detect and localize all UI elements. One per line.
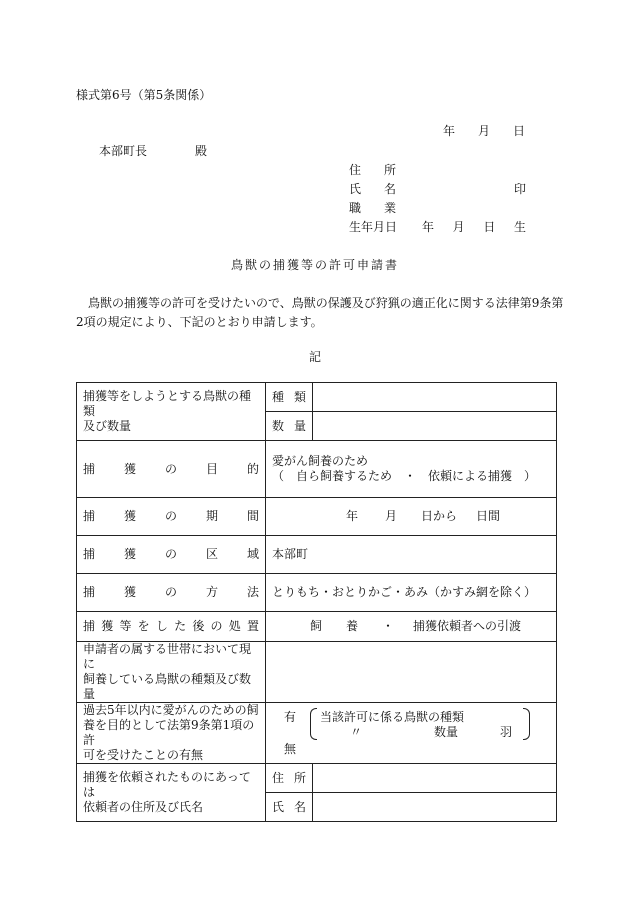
applicant-address-label: 住 所 [349, 163, 396, 177]
body-text-line2: 2項の規定により、下記のとおり申請します。 [76, 315, 323, 329]
applicant-name-label: 氏 名 [349, 182, 396, 196]
purpose-label: 捕 獲 の 目 的 [77, 441, 266, 498]
purpose-value[interactable]: 愛がん飼養のため （ 自ら飼養するため ・ 依頼による捕獲 ） [266, 441, 557, 498]
body-text-line1: 鳥獣の捕獲等の許可を受けたいので、鳥獣の保護及び狩猟の適正化に関する法律第9条第 [88, 296, 564, 310]
period-value[interactable]: 年 月 日から 日間 [266, 498, 557, 536]
requester-address-input[interactable] [313, 764, 557, 793]
species-input[interactable] [313, 383, 557, 412]
applicant-birth-label: 生年月日 [349, 220, 398, 234]
qty-input[interactable] [313, 412, 557, 441]
form-number: 様式第6号（第5条関係） [76, 88, 212, 102]
area-value[interactable]: 本部町 [266, 536, 557, 574]
past-detail-ditto: 〃 [350, 725, 363, 739]
method-value[interactable]: とりもち・おとりかご・あみ（かすみ網を除く） [266, 574, 557, 612]
past-detail-bracket [310, 704, 530, 744]
bracket-left [310, 708, 317, 740]
requester-name-input[interactable] [313, 793, 557, 822]
addressee-name: 本部町長 [99, 144, 148, 158]
household-value[interactable] [266, 642, 557, 703]
past-detail-species: 当該許可に係る鳥獣の種類 [320, 710, 465, 724]
area-label: 捕 獲 の 区 域 [77, 536, 266, 574]
past-permit-value[interactable] [266, 703, 557, 764]
disposal-value[interactable]: 飼 養 ・ 捕獲依頼者への引渡 [266, 612, 557, 642]
past-detail-qty: 数量 [434, 725, 459, 739]
requester-address-sub: 住 所 [266, 764, 313, 793]
requester-name-sub: 氏 名 [266, 793, 313, 822]
seal-mark: 印 [514, 182, 527, 196]
document-title: 鳥獣の捕獲等の許可申請書 [230, 258, 399, 272]
disposal-label: 捕 獲 等 を し た 後 の 処 置 [77, 612, 266, 642]
requester-label: 捕獲を依頼されたものにあっては 依頼者の住所及び氏名 [77, 764, 266, 822]
applicant-occupation-label: 職 業 [349, 201, 396, 215]
period-label: 捕 獲 の 期 間 [77, 498, 266, 536]
addressee-honorific: 殿 [195, 144, 208, 158]
method-label: 捕 獲 の 方 法 [77, 574, 266, 612]
past-no[interactable]: 無 [284, 742, 297, 756]
ki-heading: 記 [308, 350, 321, 364]
applicant-birth-fields: 年 月 日 生 [422, 220, 526, 234]
bracket-right [523, 708, 530, 740]
application-table [76, 382, 557, 822]
submission-date: 年 月 日 [443, 124, 525, 138]
past-permit-label: 過去5年以内に愛がんのための飼 養を目的として法第9条第1項の許 可を受けたことの有無 [77, 703, 266, 764]
qty-sub-label: 数 量 [266, 412, 313, 441]
past-yes[interactable]: 有 [284, 710, 297, 724]
species-sub-label: 種 類 [266, 383, 313, 412]
past-detail-unit: 羽 [500, 725, 513, 739]
species-qty-label: 捕獲等をしようとする鳥獣の種類 及び数量 [77, 383, 266, 441]
household-label: 申請者の属する世帯において現に 飼養している鳥獣の種類及び数量 [77, 642, 266, 703]
